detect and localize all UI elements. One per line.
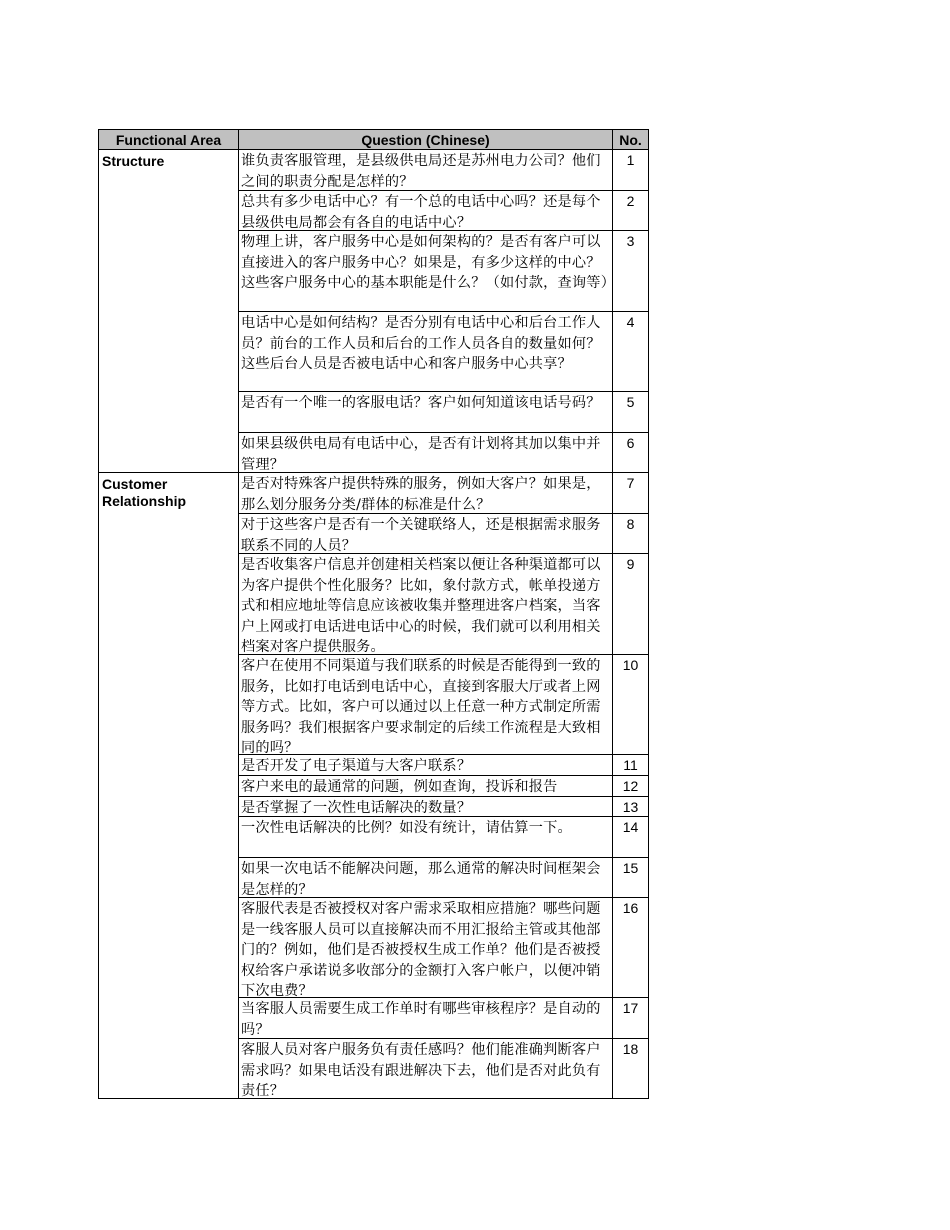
functional-area-cell — [99, 392, 239, 433]
question-number: 17 — [622, 1000, 639, 1016]
functional-area-cell — [99, 191, 239, 231]
question-text: 是否有一个唯一的客服电话？客户如何知道该电话号码？ — [241, 395, 601, 411]
question-number: 15 — [622, 860, 639, 876]
functional-area-cell — [99, 898, 239, 998]
table-row — [99, 392, 649, 433]
question-number-cell — [613, 514, 649, 554]
question-number-cell — [613, 191, 649, 231]
question-text: 总共有多少电话中心？有一个总的电话中心吗？还是每个县级供电局都会有各自的电话中心？ — [241, 194, 601, 231]
question-number-cell — [613, 655, 649, 755]
table-row — [99, 554, 649, 655]
functional-area-cell — [99, 797, 239, 817]
question-cell — [239, 231, 616, 312]
question-number: 3 — [626, 233, 635, 249]
question-number-cell — [613, 797, 649, 817]
question-number: 14 — [622, 819, 639, 835]
question-number: 4 — [626, 314, 635, 330]
question-number-cell — [613, 231, 649, 312]
question-text: 是否对特殊客户提供特殊的服务，例如大客户？如果是，那么划分服务分类/群体的标准是什么？ — [241, 476, 601, 513]
table-body — [99, 150, 649, 1099]
question-number: 2 — [626, 193, 635, 209]
functional-area-cell — [99, 150, 239, 191]
table-row — [99, 514, 649, 554]
header-number: No. — [613, 130, 649, 150]
question-number: 5 — [626, 394, 635, 410]
question-number-cell — [613, 392, 649, 433]
question-number-cell — [613, 898, 649, 998]
question-number-cell — [613, 150, 649, 191]
question-number: 10 — [622, 657, 639, 673]
table-row — [99, 150, 649, 191]
question-cell — [239, 998, 613, 1039]
functional-area-cell — [99, 998, 239, 1039]
question-text: 如果一次电话不能解决问题，那么通常的解决时间框架会是怎样的？ — [241, 861, 601, 898]
question-cell — [239, 858, 613, 898]
functional-area-cell — [99, 473, 239, 514]
question-text: 对于这些客户是否有一个关键联络人，还是根据需求服务联系不同的人员？ — [241, 517, 601, 554]
question-text: 是否开发了电子渠道与大客户联系？ — [241, 758, 472, 774]
question-text: 客服代表是否被授权对客户需求采取相应措施？哪些问题是一线客服人员可以直接解决而不用汇报给主管或其他部门的？例如，他们是否被授权生成工作单？他们是否被授权给客户承诺说多收部分的金额打入客户帐户，以便冲销下次电费？ — [241, 901, 601, 999]
question-cell — [239, 655, 613, 755]
question-cell — [239, 392, 613, 433]
table-row — [99, 755, 649, 776]
functional-area-cell — [99, 312, 239, 392]
question-text: 客户在使用不同渠道与我们联系的时候是否能得到一致的服务，比如打电话到电话中心，直接到客服大厅或者上网等方式。比如，客户可以通过以上任意一种方式制定所需服务吗？我们根据客户要求制定的后续工作流程是大致相同的吗？ — [241, 658, 601, 756]
question-text: 一次性电话解决的比例？如没有统计，请估算一下。 — [241, 820, 572, 836]
header-question: Question (Chinese) — [239, 130, 613, 150]
header-row — [99, 130, 649, 150]
functional-area-cell — [99, 755, 239, 776]
question-cell — [239, 514, 613, 554]
question-text: 客服人员对客户服务负有责任感吗？他们能准确判断客户需求吗？如果电话没有跟进解决下去，他们是否对此负有责任？ — [241, 1042, 601, 1099]
question-text: 谁负责客服管理，是县级供电局还是苏州电力公司？他们之间的职责分配是怎样的？ — [241, 153, 601, 190]
question-cell — [239, 473, 613, 514]
functional-area-label: Customer Relationship — [102, 476, 187, 509]
question-number-cell — [613, 776, 649, 797]
functional-area-cell — [99, 554, 239, 655]
question-cell — [239, 1039, 613, 1099]
question-number-cell — [613, 998, 649, 1039]
functional-area-cell — [99, 1039, 239, 1099]
table-row — [99, 473, 649, 514]
question-cell — [239, 755, 613, 776]
functional-area-label: Structure — [102, 153, 165, 169]
question-text: 客户来电的最通常的问题，例如查询，投诉和报告 — [241, 779, 558, 795]
table-row — [99, 655, 649, 755]
functional-area-cell — [99, 514, 239, 554]
question-cell — [239, 776, 613, 797]
question-cell — [239, 433, 613, 473]
question-number: 13 — [622, 799, 639, 815]
question-number-cell — [613, 312, 649, 392]
functional-area-cell — [99, 655, 239, 755]
question-number: 1 — [626, 152, 635, 168]
table-row — [99, 817, 649, 858]
functional-area-cell — [99, 858, 239, 898]
question-number: 6 — [626, 435, 635, 451]
question-number-cell — [613, 433, 649, 473]
table-row — [99, 858, 649, 898]
table-row — [99, 898, 649, 998]
question-number: 18 — [622, 1041, 639, 1057]
question-number: 12 — [622, 778, 639, 794]
table-row — [99, 776, 649, 797]
question-cell — [239, 312, 613, 392]
question-text: 如果县级供电局有电话中心，是否有计划将其加以集中并管理？ — [241, 436, 601, 473]
question-number-cell — [613, 473, 649, 514]
question-text: 电话中心是如何结构？是否分别有电话中心和后台工作人员？前台的工作人员和后台的工作人员各自的数量如何？这些后台人员是否被电话中心和客户服务中心共享？ — [241, 315, 601, 372]
table-row — [99, 433, 649, 473]
question-number: 11 — [623, 757, 638, 773]
question-number-cell — [613, 554, 649, 655]
question-number: 9 — [626, 556, 635, 572]
functional-area-cell — [99, 231, 239, 312]
question-cell — [239, 797, 613, 817]
functional-area-cell — [99, 817, 239, 858]
question-number: 16 — [622, 900, 639, 916]
table-row — [99, 797, 649, 817]
question-number-cell — [613, 817, 649, 858]
question-text: 物理上讲，客户服务中心是如何架构的？是否有客户可以直接进入的客户服务中心？如果是，有多少这样的中心？这些客户服务中心的基本职能是什么？（如付款，查询等） — [241, 234, 616, 291]
table-row — [99, 998, 649, 1039]
question-text: 是否收集客户信息并创建相关档案以便让各种渠道都可以为客户提供个性化服务？比如，象付款方式，帐单投递方式和相应地址等信息应该被收集并整理进客户档案，当客户上网或打电话进电话中心的时候，我们就可以利用相关档案对客户提供服务。 — [241, 557, 601, 655]
question-text: 当客服人员需要生成工作单时有哪些审核程序？是自动的吗？ — [241, 1001, 601, 1038]
question-cell — [239, 817, 613, 858]
question-number-cell — [613, 858, 649, 898]
table-row — [99, 231, 649, 312]
question-cell — [239, 898, 613, 998]
table-row — [99, 312, 649, 392]
question-number-cell — [613, 755, 649, 776]
header-functional-area: Functional Area — [99, 130, 239, 150]
question-cell — [239, 191, 613, 231]
table-row — [99, 1039, 649, 1099]
question-cell — [239, 554, 613, 655]
table-row — [99, 191, 649, 231]
question-number: 7 — [626, 475, 635, 491]
functional-area-cell — [99, 433, 239, 473]
question-cell — [239, 150, 613, 191]
question-number: 8 — [626, 516, 635, 532]
question-number-cell — [613, 1039, 649, 1099]
functional-area-cell — [99, 776, 239, 797]
questionnaire-table — [98, 129, 649, 1099]
question-text: 是否掌握了一次性电话解决的数量？ — [241, 800, 472, 816]
